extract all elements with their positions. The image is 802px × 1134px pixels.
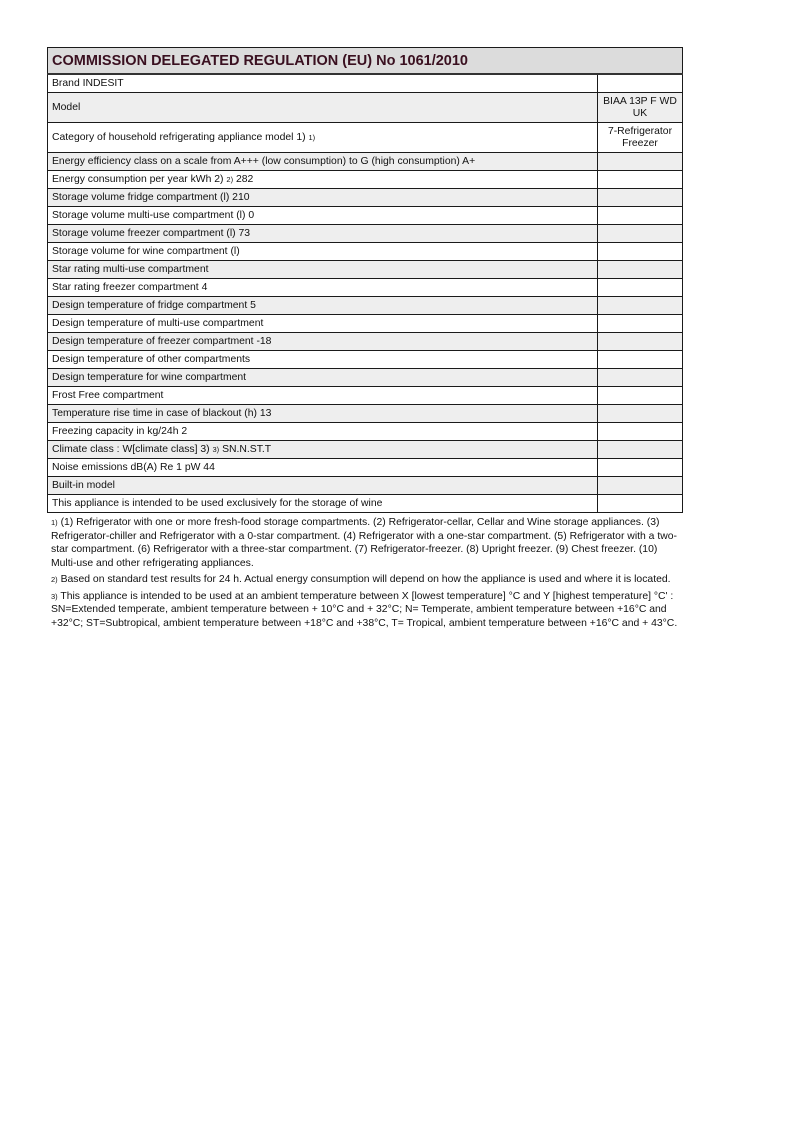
footnote-text: Based on standard test results for 24 h. Actual energy consumption will depend on how the appliance is used and where it is located. <box>60 574 671 585</box>
row-value <box>598 441 683 459</box>
row-label: Design temperature for wine compartment <box>48 369 598 387</box>
table-row <box>48 351 683 369</box>
row-value <box>598 315 683 333</box>
category-label <box>48 123 598 153</box>
row-label-text: Energy consumption per year kWh 2) <box>52 173 224 185</box>
table-row <box>48 243 683 261</box>
row-label: This appliance is intended to be used exclusively for the storage of wine <box>48 495 598 513</box>
model-label: Model <box>48 93 598 123</box>
row-value <box>598 171 683 189</box>
row-value <box>598 333 683 351</box>
row-label: Storage volume freezer compartment (l) 73 <box>48 225 598 243</box>
table-row <box>48 387 683 405</box>
row-label: Energy efficiency class on a scale from A+++ (low consumption) to G (high consumption) A+ <box>48 153 598 171</box>
row-label <box>48 441 598 459</box>
category-label-text: Category of household refrigerating appliance model 1) <box>52 131 306 143</box>
table-row <box>48 153 683 171</box>
row-value <box>598 297 683 315</box>
footnote-1 <box>51 516 679 570</box>
row-value <box>598 495 683 513</box>
row-label: Design temperature of multi-use compartment <box>48 315 598 333</box>
table-row <box>48 315 683 333</box>
row-label: Storage volume multi-use compartment (l) 0 <box>48 207 598 225</box>
brand-label: Brand INDESIT <box>48 74 598 93</box>
brand-value <box>598 74 683 93</box>
row-value <box>598 351 683 369</box>
row-value <box>598 243 683 261</box>
model-value: BIAA 13P F WD UK <box>598 93 683 123</box>
table-row <box>48 279 683 297</box>
row-value <box>598 477 683 495</box>
row-label: Temperature rise time in case of blackout (h) 13 <box>48 405 598 423</box>
table-row <box>48 297 683 315</box>
table-row-category <box>48 123 683 153</box>
category-value: 7-Refrigerator Freezer <box>598 123 683 153</box>
table-row <box>48 441 683 459</box>
table-row <box>48 225 683 243</box>
regulation-sheet <box>47 47 683 633</box>
footnote-marker: 3) <box>212 444 220 454</box>
footnote-3 <box>51 590 679 631</box>
row-value <box>598 405 683 423</box>
row-value <box>598 225 683 243</box>
row-value <box>598 261 683 279</box>
row-label-text: Climate class : W[climate class] 3) <box>52 443 210 455</box>
table-row <box>48 405 683 423</box>
footnote-marker: 2) <box>51 575 58 584</box>
footnote-marker: 1) <box>308 132 316 142</box>
row-label: Star rating multi-use compartment <box>48 261 598 279</box>
row-label: Design temperature of other compartments <box>48 351 598 369</box>
table-row <box>48 495 683 513</box>
footnote-marker: 3) <box>51 591 58 601</box>
row-value <box>598 279 683 297</box>
table-row-model <box>48 93 683 123</box>
table-row <box>48 171 683 189</box>
row-label <box>48 171 598 189</box>
footnote-marker: 1) <box>51 518 58 527</box>
footnote-marker: 2) <box>226 174 234 184</box>
row-label: Storage volume fridge compartment (l) 210 <box>48 189 598 207</box>
table-row <box>48 207 683 225</box>
table-row <box>48 261 683 279</box>
row-label: Built-in model <box>48 477 598 495</box>
row-value <box>598 369 683 387</box>
row-value <box>598 423 683 441</box>
table-row <box>48 189 683 207</box>
row-label: Design temperature of fridge compartment 5 <box>48 297 598 315</box>
table-row <box>48 459 683 477</box>
row-label-value: 282 <box>235 173 254 185</box>
row-label: Design temperature of freezer compartment -18 <box>48 333 598 351</box>
table-row-brand <box>48 74 683 93</box>
row-label: Frost Free compartment <box>48 387 598 405</box>
row-value <box>598 189 683 207</box>
table-row <box>48 333 683 351</box>
table-row <box>48 369 683 387</box>
row-label: Freezing capacity in kg/24h 2 <box>48 423 598 441</box>
regulation-title: COMMISSION DELEGATED REGULATION (EU) No 1061/2010 <box>48 48 683 75</box>
title-row <box>48 48 683 75</box>
row-label: Noise emissions dB(A) Re 1 pW 44 <box>48 459 598 477</box>
table-row <box>48 423 683 441</box>
product-fiche-table <box>47 47 683 513</box>
row-value <box>598 207 683 225</box>
row-value <box>598 153 683 171</box>
footnote-text: This appliance is intended to be used at an ambient temperature between X [lowest temperature] °C and Y [highest temperature] °C' : SN=Extended temperate, ambient temperature between + 10°C and + 32°C; N= Temperate, ambient temperature between +16°C and +32°C; ST=Subtropical, ambient temperature between +18°C and +38°C, T= Tropical, ambient temperature between +16°C and + 43°C. <box>51 590 678 629</box>
row-value <box>598 459 683 477</box>
row-label: Star rating freezer compartment 4 <box>48 279 598 297</box>
footnote-text: (1) Refrigerator with one or more fresh-food storage compartments. (2) Refrigerator-cellar, Cellar and Wine storage appliances. (3) Refrigerator-chiller and Refrigerator with a 0-star compartment. (4) Refrigerator with a one-star compartment. (5) Refrigerator with a two-star compartment. (6) Refrigerator with a three-star compartment. (7) Refrigerator-freezer. (8) Upright freezer. (9) Chest freezer. (10) Multi-use and other refrigerating appliances. <box>51 517 677 569</box>
row-value <box>598 387 683 405</box>
row-label-value: SN.N.ST.T <box>222 443 272 455</box>
footnotes <box>47 516 683 630</box>
footnote-2 <box>51 573 679 587</box>
row-label: Storage volume for wine compartment (l) <box>48 243 598 261</box>
table-row <box>48 477 683 495</box>
